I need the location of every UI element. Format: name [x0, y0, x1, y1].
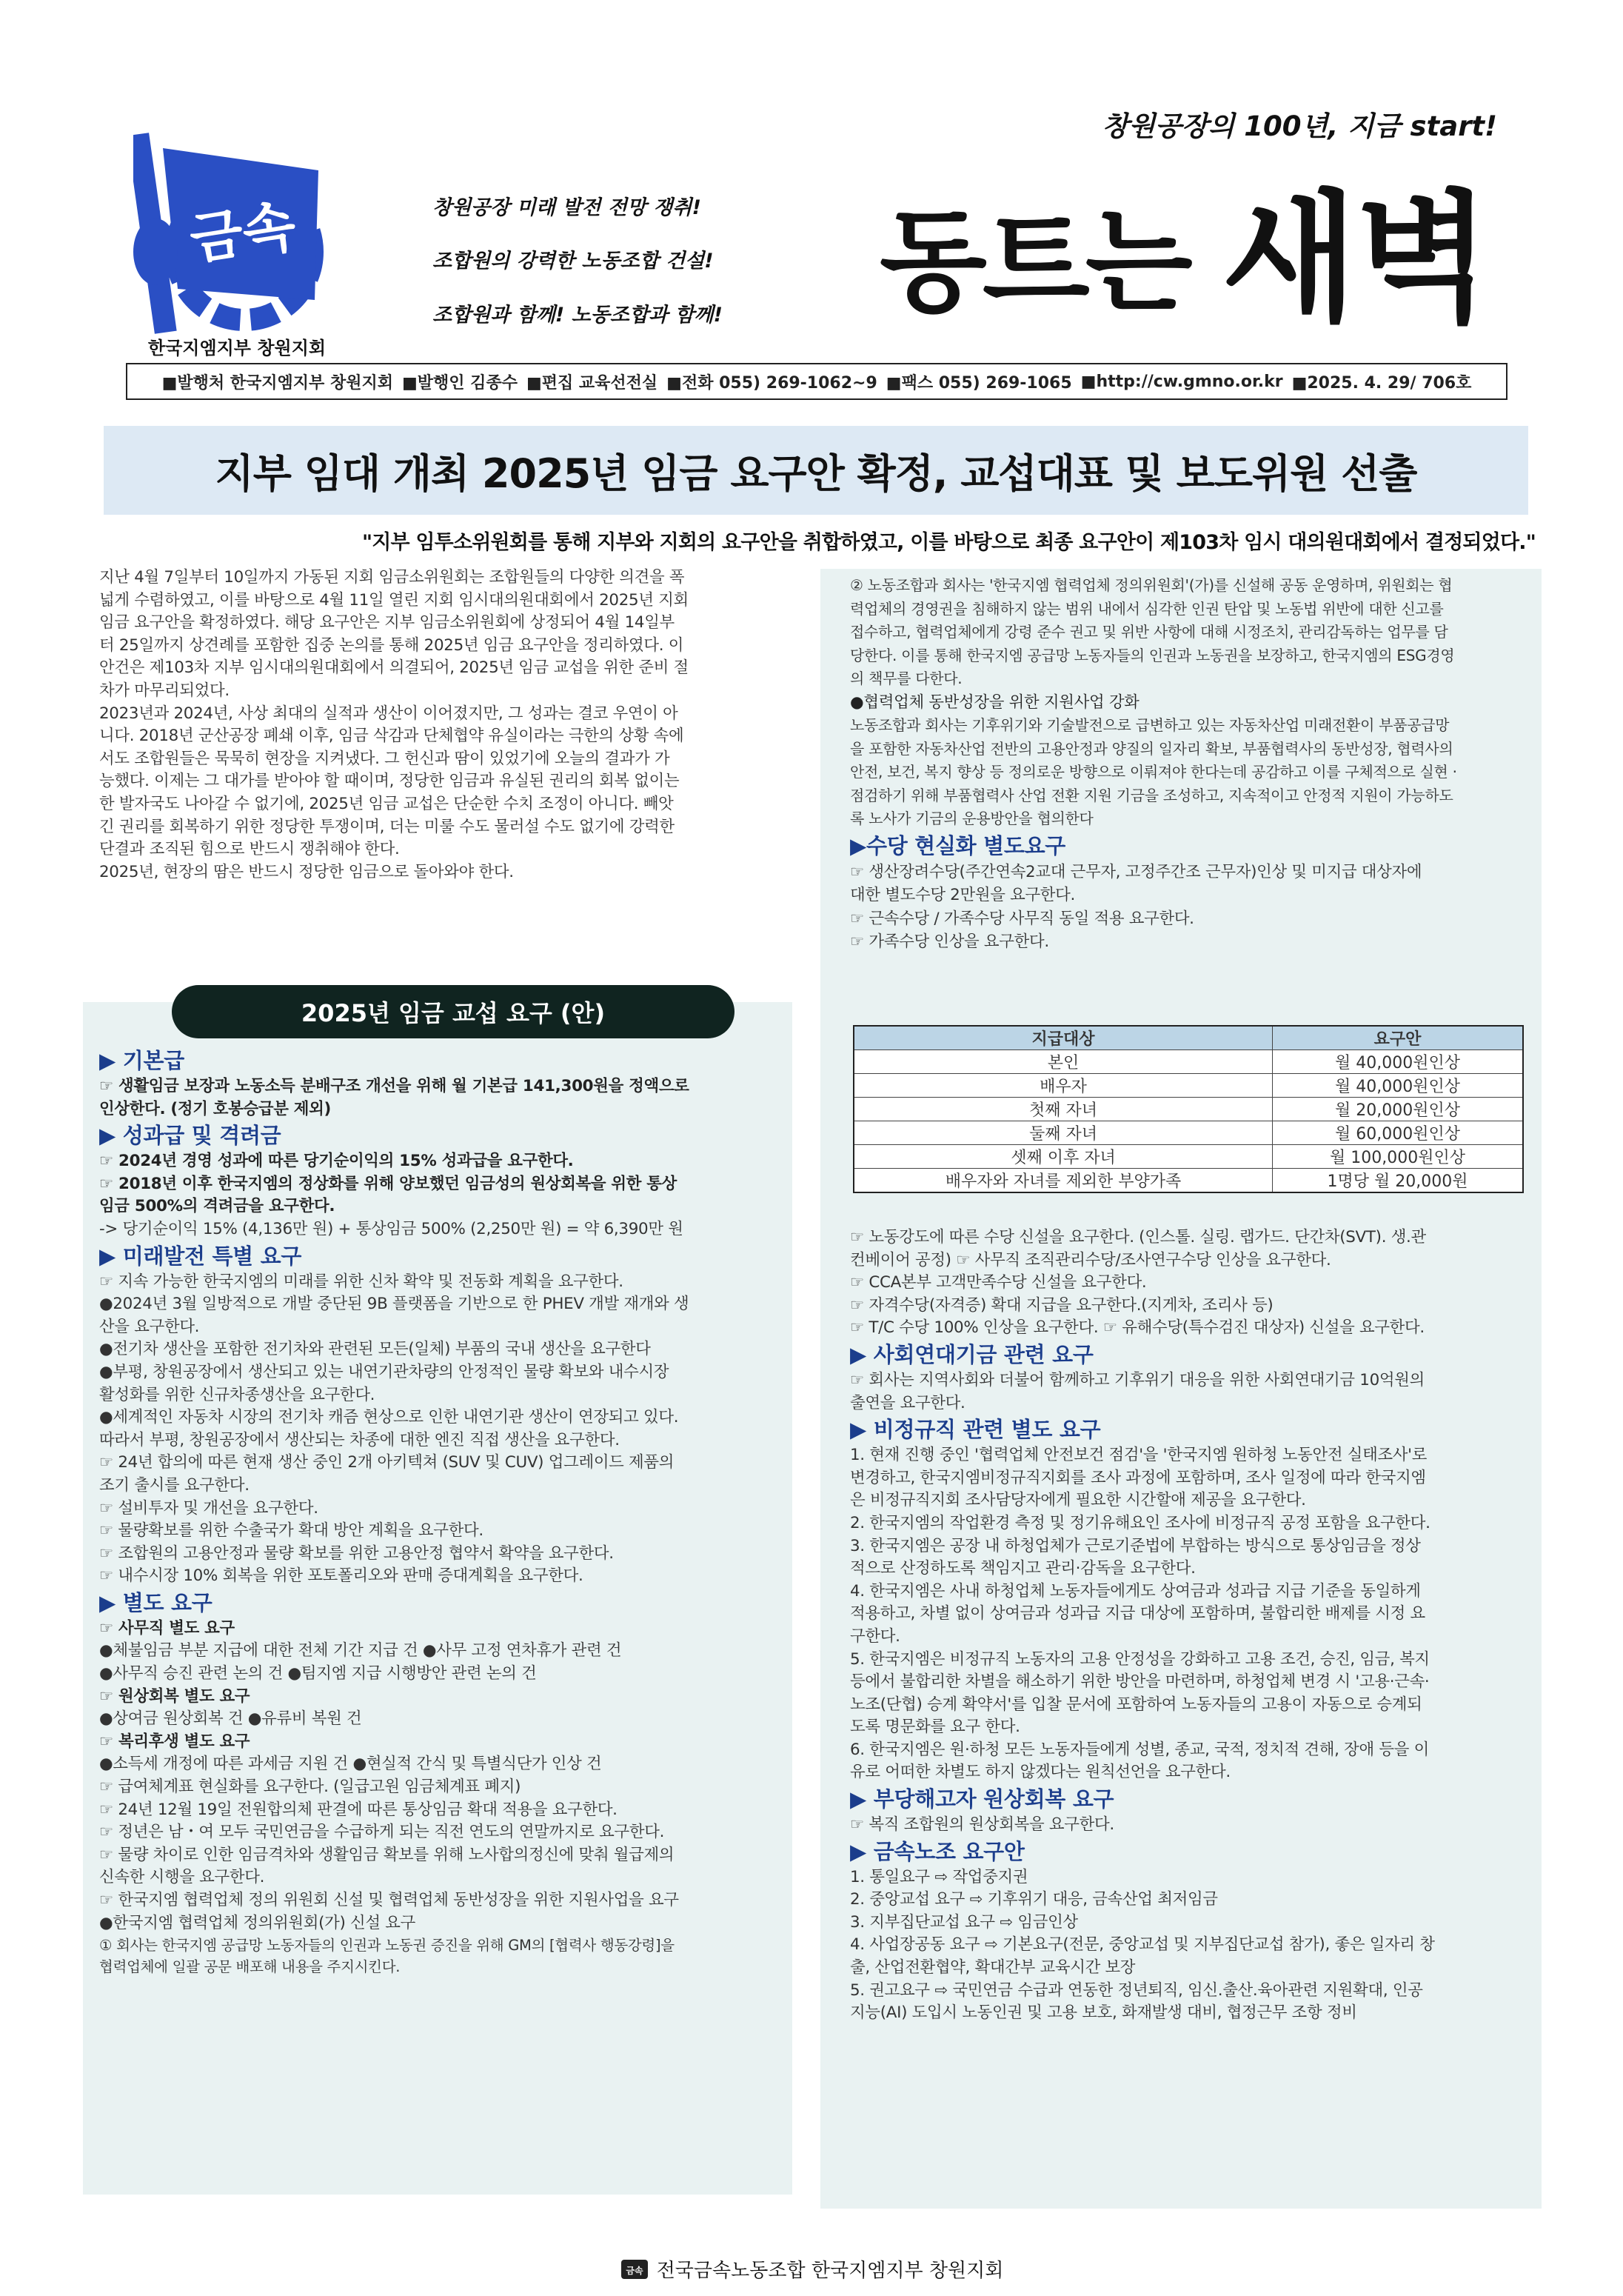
base-pay-line: 인상한다. (정기 호봉승급분 제외): [99, 1099, 331, 1118]
separate-line: ●상여금 원상회복 건 ●유류비 복원 건: [99, 1709, 362, 1729]
committee-line: ② 노동조합과 회사는 '한국지엠 협력업체 정의위원회'(가)를 신설해 공동 운영하며, 위원회는 협: [850, 576, 1453, 594]
support-line: 안전, 보건, 복지 향상 등 정의로운 방향으로 이뤄져야 한다는데 공감하고 이를 구체적으로 실현 ·: [850, 763, 1457, 781]
separate-line: 신속한 시행을 요구한다.: [99, 1868, 265, 1887]
table-row: [854, 1121, 1523, 1145]
solidarity-line: ☞ 회사는 지역사회와 더불어 함께하고 기후위기 대응을 위한 사회연대기금 10억원의: [850, 1370, 1425, 1389]
section-heading-reinstatement: ▶ 부당해고자 원상회복 요구: [850, 1786, 1114, 1812]
bonus-line: -> 당기순이익 15% (4,136만 원) + 통상임금 500% (2,250만 원) = 약 6,390만 원: [99, 1219, 683, 1238]
table-row: [854, 1145, 1523, 1169]
slogan-2: 조합원의 강력한 노동조합 건설!: [432, 250, 714, 273]
table-header-demand: 요구안: [1273, 1026, 1523, 1050]
footer: [0, 2255, 1623, 2283]
committee-line: 의 책무를 다한다.: [850, 670, 963, 687]
table-cell: 배우자: [854, 1074, 1273, 1098]
intro-line: 2023년과 2024년, 사상 최대의 실적과 생산이 이어졌지만, 그 성과는 결코 우연이 아: [99, 704, 678, 723]
sub-heading-restore: ☞ 원상회복 별도 요구: [99, 1686, 250, 1706]
support-line: 록 노사가 기금의 운용방안을 협의한다: [850, 810, 1094, 827]
irregular-line: 6. 한국지엠은 원·하청 모든 노동자들에게 성별, 종교, 국적, 정치적 견해, 장애 등을 이: [850, 1740, 1429, 1759]
separate-line: ☞ 정년은 남・여 모두 국민연금을 수급하게 되는 직전 연도의 연말까지로 요구한다.: [99, 1823, 665, 1842]
masthead-title-part1: 동트는: [880, 198, 1188, 327]
footer-union-logo-icon: [620, 2257, 649, 2282]
info-date-issue: ■2025. 4. 29/ 706호: [1291, 373, 1472, 393]
allowance-extra-line: ☞ CCA본부 고객만족수당 신설을 요구한다.: [850, 1273, 1147, 1292]
future-line: 산을 요구한다.: [99, 1317, 200, 1336]
masthead-title-part2: 새벽: [1222, 177, 1488, 341]
table-header-target: 지급대상: [854, 1026, 1273, 1050]
base-pay-line: ☞ 생활임금 보장과 노동소득 분배구조 개선을 위해 월 기본급 141,300원을 정액으로: [99, 1077, 689, 1095]
irregular-line: 4. 한국지엠은 사내 하청업체 노동자들에게도 상여금과 성과급 지급 기준을 동일하게: [850, 1581, 1421, 1601]
table-row: [854, 1074, 1523, 1098]
table-header-row: [854, 1026, 1523, 1050]
future-line: 활성화를 위한 신규차종생산을 요구한다.: [99, 1385, 375, 1404]
left-demands-column: [99, 1046, 785, 1978]
slogan-3: 조합원과 함께! 노동조합과 함께!: [432, 304, 723, 327]
solidarity-line: 출연을 요구한다.: [850, 1393, 966, 1412]
irregular-line: 유로 어떠한 차별도 하지 않겠다는 원칙선언을 요구한다.: [850, 1763, 1231, 1782]
separate-line: ●소득세 개정에 따른 과세금 지원 건 ●현실적 간식 및 특별식단가 인상 건: [99, 1755, 602, 1774]
irregular-line: 적용하고, 차별 없이 상여금과 성과급 지급 대상에 포함하며, 불합리한 배제를 시정 요: [850, 1604, 1425, 1623]
info-phone: ■전화 055) 269-1062~9: [666, 373, 877, 393]
bonus-line: ☞ 2018년 이후 한국지엠의 정상화를 위해 양보했던 임금성의 원상회복을 위한 통상: [99, 1174, 677, 1193]
kmwu-line: 5. 권고요구 ⇨ 국민연금 수급과 연동한 정년퇴직, 임신.출산.육아관련 지원확대, 인공: [850, 1980, 1423, 2000]
svg-text:금속: 금속: [186, 194, 300, 273]
irregular-line: 적으로 산정하도록 책임지고 관리·감독을 요구한다.: [850, 1559, 1196, 1578]
irregular-line: 변경하고, 한국지엠비정규직지회를 조사 과정에 포함하며, 조사 일정에 따라 한국지엠: [850, 1468, 1426, 1487]
section-heading-kmwu-demands: ▶ 금속노조 요구안: [850, 1838, 1025, 1864]
intro-line: 넓게 수렴하였고, 이를 바탕으로 4월 11일 열린 지회 임시대의원대회에서 2025년 지회: [99, 590, 689, 610]
kmwu-line: 4. 사업장공동 요구 ⇨ 기본요구(전문, 중앙교섭 및 지부집단교섭 참가), 좋은 일자리 창: [850, 1935, 1435, 1955]
future-line: ☞ 물량확보를 위한 수출국가 확대 방안 계획을 요구한다.: [99, 1521, 483, 1541]
irregular-line: 5. 한국지엠은 비정규직 노동자의 고용 안정성을 강화하고 고용 조건, 승진, 임금, 복지: [850, 1649, 1430, 1669]
table-row: [854, 1169, 1523, 1193]
intro-line: 한 발자국도 나아갈 수 없기에, 2025년 임금 교섭은 단순한 수치 조정이 아니다. 빼앗: [99, 794, 674, 813]
table-cell: 첫째 자녀: [854, 1098, 1273, 1121]
support-line: 을 포함한 자동차산업 전반의 고용안정과 양질의 일자리 확보, 부품협력사의 동반성장, 협력사의: [850, 739, 1453, 758]
table-cell: 월 100,000원인상: [1273, 1145, 1523, 1169]
bonus-line: 임금 500%의 격려금을 요구한다.: [99, 1197, 335, 1216]
future-line: 조기 출시를 요구한다.: [99, 1475, 250, 1495]
intro-line: 니다. 2018년 군산공장 폐쇄 이후, 임금 삭감과 단체협약 유실이라는 극한의 상황 속에: [99, 727, 684, 746]
table-cell: 1명당 월 20,000원: [1273, 1169, 1523, 1193]
right-column-top: [850, 574, 1528, 954]
section-heading-irregular: ▶ 비정규직 관련 별도 요구: [850, 1417, 1101, 1443]
irregular-line: 2. 한국지엠의 작업환경 측정 및 정기유해요인 조사에 비정규직 공정 포함을 요구한다.: [850, 1513, 1430, 1532]
info-editor-in-chief: ■발행인 김종수: [401, 373, 518, 393]
future-line: ☞ 설비투자 및 개선을 요구한다.: [99, 1498, 318, 1518]
allowance-extra-line: ☞ 노동강도에 따른 수당 신설을 요구한다. (인스톨. 실링. 랩가드. 단간차(SVT). 생.관: [850, 1228, 1426, 1247]
intro-line: 단결과 조직된 힘으로 반드시 쟁취해야 한다.: [99, 840, 400, 859]
org-name: 한국지엠지부 창원지회: [147, 338, 327, 358]
tagline: 창원공장의 100년, 지금 start!: [1102, 110, 1497, 142]
svg-text:금속: 금속: [626, 2265, 643, 2276]
demands-box-title: 2025년 임금 교섭 요구 (안): [172, 985, 734, 1038]
reinstatement-line: ☞ 복직 조합원의 원상회복을 요구한다.: [850, 1815, 1114, 1835]
irregular-line: 도록 명문화를 요구 한다.: [850, 1718, 1020, 1737]
irregular-line: 1. 현재 진행 중인 '협력업체 안전보건 점검'을 '한국지엠 원하청 노동안전 실태조사'로: [850, 1446, 1428, 1465]
committee-line: 력업체의 경영권을 침해하지 않는 범위 내에서 심각한 인권 탄압 및 노동법 위반에 대한 신고를: [850, 599, 1444, 618]
future-line: ●부평, 창원공장에서 생산되고 있는 내연기관차량의 안정적인 물량 확보와 내수시장: [99, 1362, 669, 1381]
table-cell: 셋째 이후 자녀: [854, 1145, 1273, 1169]
kmwu-line: 1. 통일요구 ⇨ 작업중지권: [850, 1867, 1028, 1886]
allowance-extra-line: ☞ 자격수당(자격증) 확대 지급을 요구한다.(지게차, 조리사 등): [850, 1295, 1274, 1315]
table-row: [854, 1050, 1523, 1074]
footer-text: 전국금속노동조합 한국지엠지부 창원지회: [656, 2260, 1004, 2282]
section-heading-allowance: ▶수당 현실화 별도요구: [850, 832, 1066, 858]
table-cell: 월 60,000원인상: [1273, 1121, 1523, 1145]
separate-line: ☞ 24년 12월 19일 전원합의체 판결에 따른 통상임금 확대 적용을 요구한다.: [99, 1800, 618, 1819]
table-cell: 둘째 자녀: [854, 1121, 1273, 1145]
sub-heading-welfare: ☞ 복리후생 별도 요구: [99, 1732, 250, 1751]
separate-line: ●한국지엠 협력업체 정의위원회(가) 신설 요구: [99, 1913, 415, 1932]
section-heading-separate: ▶ 별도 요구: [99, 1589, 213, 1615]
allowance-line: 대한 별도수당 2만원을 요구한다.: [850, 886, 1076, 904]
table-cell: 월 40,000원인상: [1273, 1074, 1523, 1098]
intro-line: 안건은 제103차 지부 임시대의원대회에서 의결되어, 2025년 임금 교섭을 위한 준비 절: [99, 658, 689, 678]
allowance-line: ☞ 가족수당 인상을 요구한다.: [850, 932, 1049, 951]
irregular-line: 3. 한국지엠은 공장 내 하청업체가 근로기준법에 부합하는 방식으로 통상임금을 정상: [850, 1536, 1421, 1555]
future-line: ☞ 조합원의 고용안정과 물량 확보를 위한 고용안정 협약서 확약을 요구한다.: [99, 1544, 614, 1563]
intro-line: 차가 마무리되었다.: [99, 681, 230, 700]
publication-info-bar: [126, 363, 1507, 400]
support-bullet: ●협력업체 동반성장을 위한 지원사업 강화: [850, 693, 1140, 712]
intro-line: 2025년, 현장의 땀은 반드시 정당한 임금으로 돌아와야 한다.: [99, 862, 514, 881]
irregular-line: 등에서 불합리한 차별을 해소하기 위한 방안을 마련하며, 하청업체 변경 시 '고용·근속·: [850, 1672, 1430, 1692]
irregular-line: 노조(단협) 승계 확약서'를 입찰 문서에 포함하여 노동자들의 고용이 자동으로 승계되: [850, 1695, 1422, 1714]
right-column-bottom: [850, 1227, 1528, 2025]
separate-line: ●사무직 승진 관련 논의 건 ●팀지엠 지급 시행방안 관련 논의 건: [99, 1664, 537, 1683]
footnote-line: 협력업체에 일괄 공문 배포해 내용을 주지시킨다.: [99, 1958, 401, 1976]
allowance-extra-line: 컨베이어 공정) ☞ 사무직 조직관리수당/조사연구수당 인상을 요구한다.: [850, 1250, 1331, 1269]
intro-line: 서도 조합원들은 묵묵히 현장을 지켜냈다. 그 헌신과 땀이 있었기에 오늘의 결과가 가: [99, 749, 670, 768]
subheadline: "지부 임투소위원회를 통해 지부와 지회의 요구안을 취합하였고, 이를 바탕으로 최종 요구안이 제103차 임시 대의원대회에서 결정되었다.": [361, 531, 1536, 554]
allowance-extra-line: ☞ T/C 수당 100% 인상을 요구한다. ☞ 유해수당(특수검진 대상자) 신설을 요구한다.: [850, 1318, 1425, 1338]
section-heading-solidarity-fund: ▶ 사회연대기금 관련 요구: [850, 1341, 1094, 1367]
support-line: 노동조합과 회사는 기후위기와 기술발전으로 급변하고 있는 자동차산업 미래전환이 부품공급망: [850, 716, 1450, 734]
info-publisher: ■발행처 한국지엠지부 창원지회: [161, 373, 393, 393]
intro-line: 능했다. 이제는 그 대가를 받아야 할 때이며, 정당한 임금과 유실된 권리의 회복 없이는: [99, 772, 680, 791]
separate-line: ☞ 급여체계표 현실화를 요구한다. (일급고원 임금체계표 폐지): [99, 1778, 521, 1797]
future-line: ●2024년 3월 일방적으로 개발 중단된 9B 플랫폼을 기반으로 한 PHEV 개발 재개와 생: [99, 1295, 689, 1314]
kmwu-line: 출, 산업전환협약, 확대간부 교육시간 보장: [850, 1958, 1136, 1978]
intro-line: 긴 권리를 회복하기 위한 정당한 투쟁이며, 더는 미룰 수도 물러설 수도 없기에 강력한: [99, 817, 675, 836]
kmwu-line: 지능(AI) 도입시 노동인권 및 고용 보호, 화재발생 대비, 협정근무 조항 정비: [850, 2003, 1357, 2023]
future-line: 따라서 부평, 창원공장에서 생산되는 차종에 대한 엔진 직접 생산을 요구한다.: [99, 1430, 620, 1449]
future-line: ☞ 24년 합의에 따른 현재 생산 중인 2개 아키텍쳐 (SUV 및 CUV) 업그레이드 제품의: [99, 1453, 675, 1472]
table-cell: 월 20,000원인상: [1273, 1098, 1523, 1121]
footnote-line: ① 회사는 한국지엠 공급망 노동자들의 인권과 노동권 증진을 위해 GM의 [협력사 행동강령]을: [99, 1937, 675, 1955]
headline: 지부 임대 개최 2025년 임금 요구안 확정, 교섭대표 및 보도위원 선출: [104, 426, 1528, 515]
separate-line: ☞ 한국지엠 협력업체 정의 위원회 신설 및 협력업체 동반성장을 위한 지원사업을 요구: [99, 1891, 679, 1909]
intro-line: 지난 4월 7일부터 10일까지 가동된 지회 임금소위원회는 조합원들의 다양한 의견을 폭: [99, 568, 685, 587]
separate-line: ●체불임금 부분 지급에 대한 전체 기간 지급 건 ●사무 고정 연차휴가 관련 건: [99, 1641, 622, 1661]
table-cell: 배우자와 자녀를 제외한 부양가족: [854, 1169, 1273, 1193]
union-logo: [133, 126, 341, 341]
future-line: ☞ 내수시장 10% 회복을 위한 포토폴리오와 판매 증대계획을 요구한다.: [99, 1566, 583, 1586]
support-line: 점검하기 위해 부품협력사 산업 전환 지원 기금을 조성하고, 지속적이고 안정적 지원이 가능하도: [850, 786, 1453, 804]
section-heading-future: ▶ 미래발전 특별 요구: [99, 1243, 302, 1269]
info-website[interactable]: ■http://cw.gmno.or.kr: [1080, 372, 1283, 391]
section-heading-base-pay: ▶ 기본급: [99, 1048, 184, 1073]
table-cell: 본인: [854, 1050, 1273, 1074]
kmwu-line: 3. 지부집단교섭 요구 ⇨ 임금인상: [850, 1912, 1078, 1932]
allowance-line: ☞ 생산장려수당(주간연속2교대 근무자, 고정주간조 근무자)인상 및 미지급 대상자에: [850, 862, 1422, 881]
committee-line: 접수하고, 협력업체에게 강령 준수 권고 및 위반 사항에 대해 시정조치, 관리감독하는 업무를 담: [850, 623, 1448, 641]
irregular-line: 은 비정규직지회 조사담당자에게 필요한 시간할애 제공을 요구한다.: [850, 1491, 1306, 1510]
slogan-1: 창원공장 미래 발전 전망 쟁취!: [432, 196, 701, 219]
info-fax: ■팩스 055) 269-1065: [886, 373, 1072, 393]
section-heading-bonus: ▶ 성과급 및 격려금: [99, 1123, 281, 1149]
intro-line: 임금 요구안을 확정하였다. 해당 요구안은 지부 임금소위원회에 상정되어 4월 14일부: [99, 613, 675, 633]
intro-text: [99, 567, 785, 884]
committee-line: 당한다. 이를 통해 한국지엠 공급망 노동자들의 인권과 노동권을 보장하고, 한국지엠의 ESG경영: [850, 646, 1455, 664]
allowance-line: ☞ 근속수당 / 가족수당 사무직 동일 적용 요구한다.: [850, 909, 1194, 928]
table-row: [854, 1098, 1523, 1121]
family-allowance-table: [853, 1025, 1524, 1193]
future-line: ☞ 지속 가능한 한국지엠의 미래를 위한 신차 확약 및 전동화 계획을 요구한다.: [99, 1272, 623, 1291]
intro-line: 터 25일까지 상견례를 포함한 집중 논의를 통해 2025년 임금 요구안을 정리하였다. 이: [99, 635, 684, 655]
future-line: ●전기차 생산을 포함한 전기차와 관련된 모든(일체) 부품의 국내 생산을 요구한다: [99, 1340, 651, 1359]
bonus-line: ☞ 2024년 경영 성과에 따른 당기순이익의 15% 성과급을 요구한다.: [99, 1152, 574, 1171]
irregular-line: 구한다.: [850, 1626, 900, 1646]
sub-heading-office: ☞ 사무직 별도 요구: [99, 1618, 235, 1638]
separate-line: ☞ 물량 차이로 인한 임금격차와 생활임금 확보를 위해 노사합의정신에 맞춰 월급제의: [99, 1845, 675, 1864]
info-editor: ■편집 교육선전실: [526, 373, 658, 393]
table-cell: 월 40,000원인상: [1273, 1050, 1523, 1074]
future-line: ●세계적인 자동차 시장의 전기차 캐즘 현상으로 인한 내연기관 생산이 연장되고 있다.: [99, 1408, 679, 1427]
kmwu-line: 2. 중앙교섭 요구 ⇨ 기후위기 대응, 금속산업 최저임금: [850, 1890, 1218, 1909]
